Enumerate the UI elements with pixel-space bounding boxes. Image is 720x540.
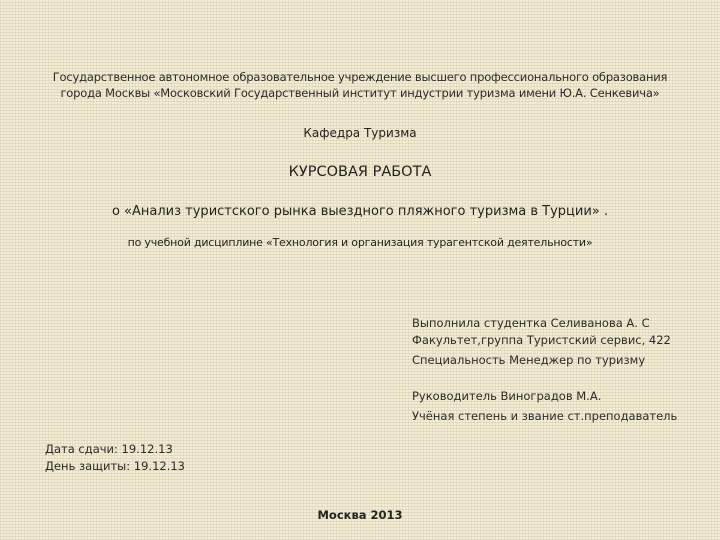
supervisor-degree: Учёная степень и звание ст.преподаватель bbox=[412, 409, 678, 423]
topic-line: о «Анализ туристского рынка выездного пляжного туризма в Турции» . bbox=[111, 204, 609, 219]
student-specialty: Специальность Менеджер по туризму bbox=[412, 353, 646, 367]
work-type-title: КУРСОВАЯ РАБОТА bbox=[288, 164, 432, 180]
defense-date: День защиты: 19.12.13 bbox=[45, 459, 185, 473]
student-name: Выполнила студентка Селиванова А. С bbox=[412, 316, 650, 330]
institution-line-1: Государственное автономное образовательное учреждение высшего профессионального образования bbox=[52, 70, 668, 84]
city-year: Москва 2013 bbox=[317, 508, 403, 522]
submission-date: Дата сдачи: 19.12.13 bbox=[45, 442, 173, 456]
institution-line-2: города Москвы «Московский Государственный институт индустрии туризма имени Ю.А. Сенкевича» bbox=[60, 86, 660, 100]
supervisor-name: Руководитель Виноградов М.А. bbox=[412, 389, 602, 403]
discipline-line: по учебной дисциплине «Технология и организация турагентской деятельности» bbox=[127, 236, 593, 249]
department-name: Кафедра Туризма bbox=[303, 126, 417, 140]
student-faculty-group: Факультет,группа Туристский сервис, 422 bbox=[412, 333, 671, 347]
